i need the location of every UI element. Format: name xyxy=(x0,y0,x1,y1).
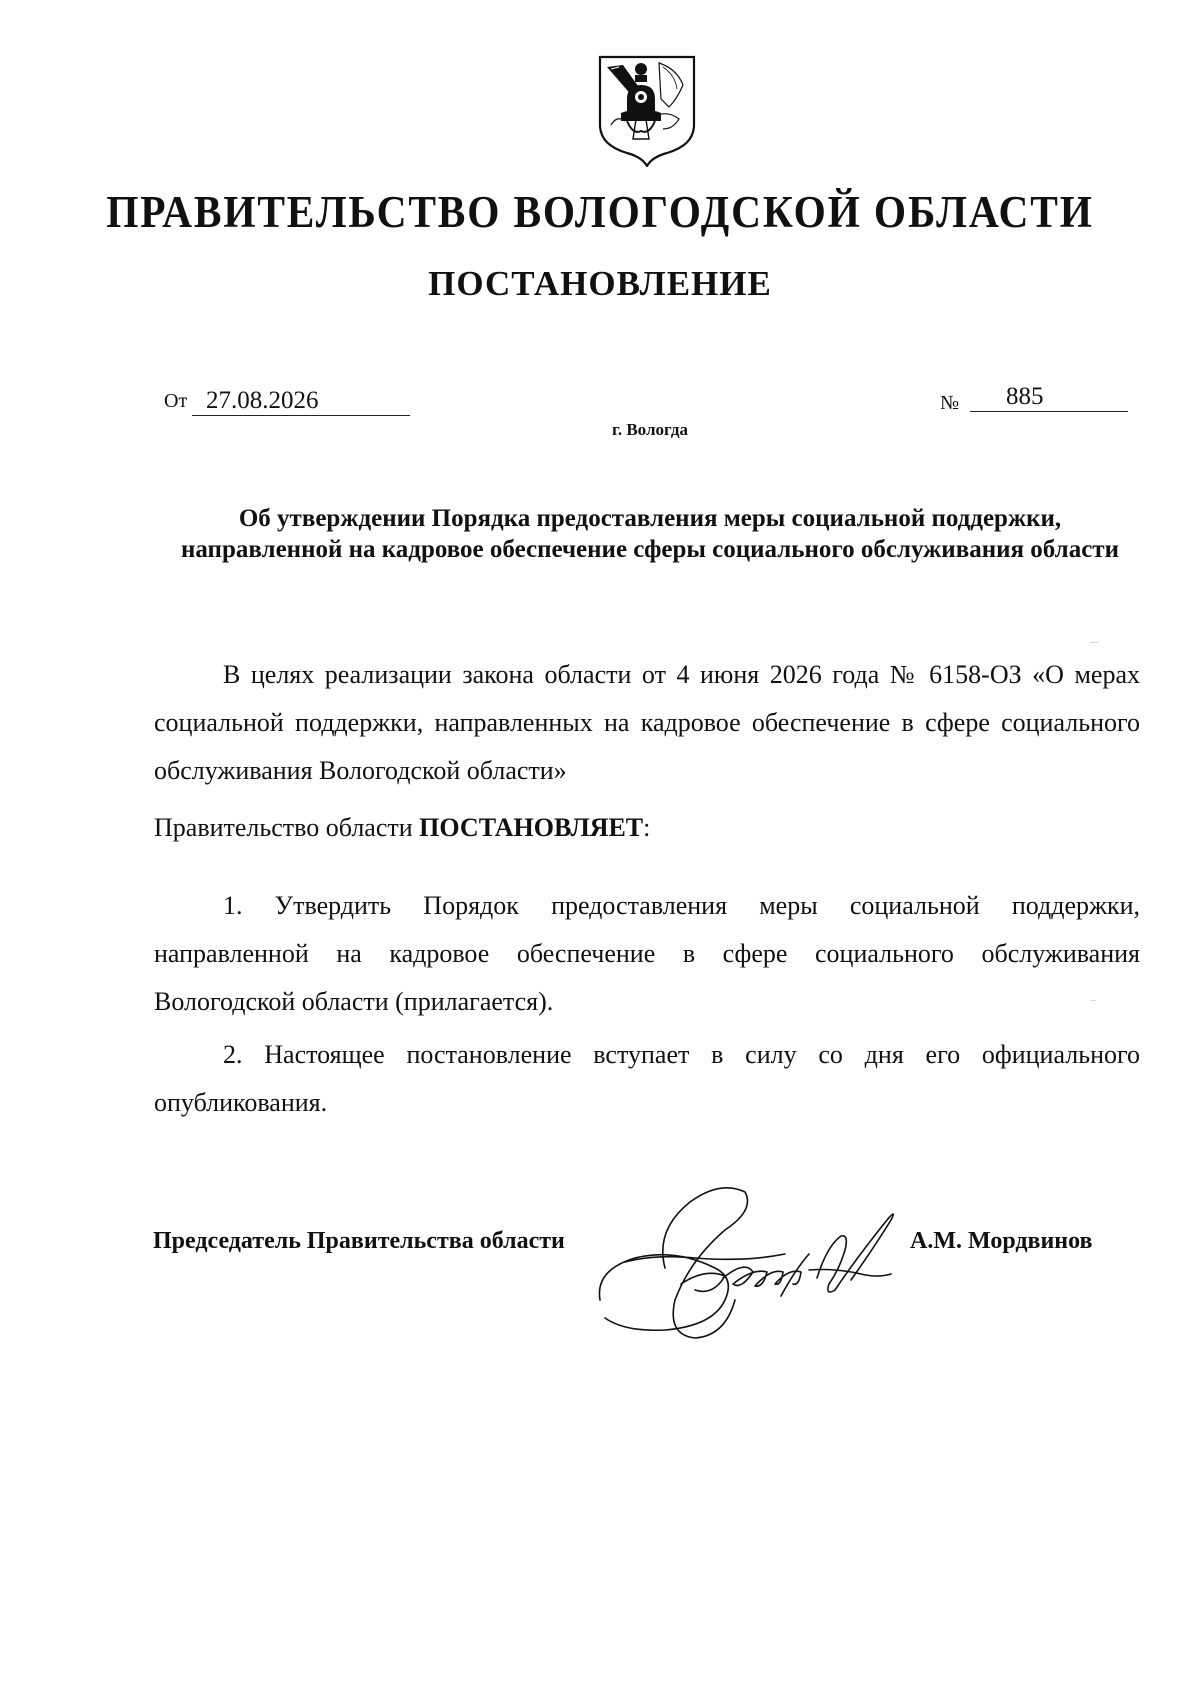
document-number: 885 xyxy=(970,384,1128,412)
document-subject: Об утверждении Порядка предоставления меры социальной поддержки, направленной на кадровое обеспечение сферы социального обслуживания области xyxy=(180,505,1119,563)
document-type: ПОСТАНОВЛЕНИЕ xyxy=(428,264,772,303)
resolve-prefix: Правительство области xyxy=(154,813,413,842)
signatory-position: Председатель Правительства области xyxy=(153,1228,565,1254)
signatory-name: А.М. Мордвинов xyxy=(910,1228,1093,1254)
scan-artifact xyxy=(1090,1000,1096,1001)
resolve-line xyxy=(154,804,1140,852)
scan-artifact xyxy=(1090,642,1098,643)
organization-title: ПРАВИТЕЛЬСТВО ВОЛОГОДСКОЙ ОБЛАСТИ xyxy=(106,187,1094,237)
date-prefix: От xyxy=(164,390,188,412)
document-date: 27.08.2026 xyxy=(192,388,410,416)
item-2-paragraph: 2. Настоящее постановление вступает в силу со дня его официального опубликования. xyxy=(154,1040,1140,1117)
city: г. Вологда xyxy=(612,420,688,439)
item-1-paragraph: 1. Утвердить Порядок предоставления меры социальной поддержки, направленной на кадровое обеспечение в сфере социального обслуживания Вологодской области (прилагается). xyxy=(154,891,1140,1016)
resolve-suffix: : xyxy=(643,813,651,842)
handwritten-signature xyxy=(595,1150,925,1350)
vologda-coat-of-arms-icon xyxy=(597,55,697,167)
number-prefix: № xyxy=(940,392,960,414)
resolve-word: ПОСТАНОВЛЯЕТ xyxy=(419,813,644,842)
preamble-paragraph: В целях реализации закона области от 4 июня 2026 года № 6158-ОЗ «О мерах социальной поддержки, направленных на кадровое обеспечение в сфере социального обслуживания Вологодской области» xyxy=(154,660,1140,785)
